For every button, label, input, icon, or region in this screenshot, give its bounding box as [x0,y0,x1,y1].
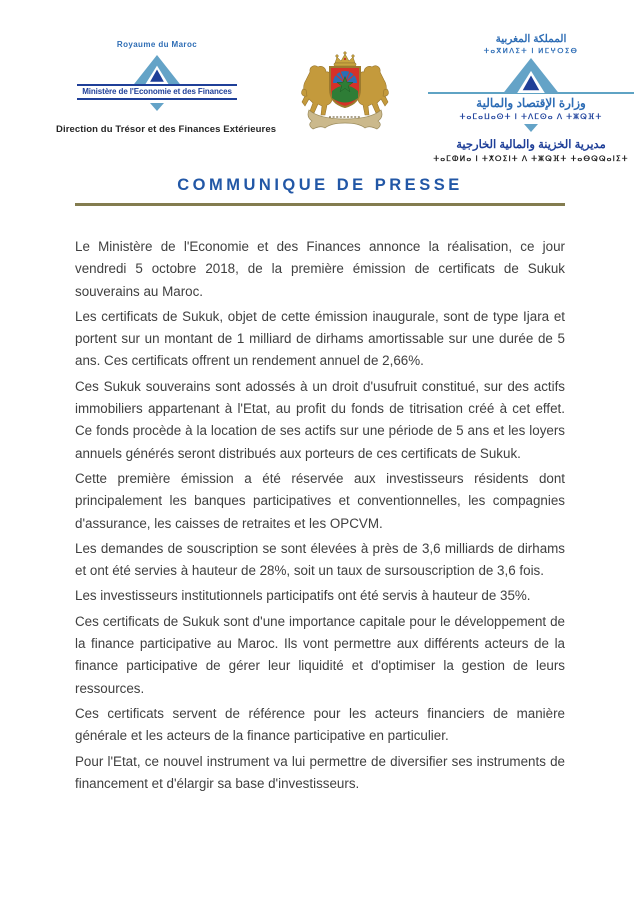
page-title: COMMUNIQUE DE PRESSE [177,176,463,194]
paragraph: Le Ministère de l'Economie et des Finances annonce la réalisation, ce jour vendredi 5 octobre 2018, de la première émission de certificats de Sukuk souverains au Maroc. [75,239,565,299]
paragraph: Ces certificats servent de référence pour les acteurs financiers de manière générale et les acteurs de la finance participative en particulier. [75,705,565,744]
ministry-name-box [77,84,237,100]
kingdom-label-fr: Royaume du Maroc [116,40,198,49]
ministry-logo-arabic [428,33,634,163]
paragraph: Les investisseurs institutionnels participatifs ont été servis à hauteur de 35%. [75,588,531,604]
ministry-triangle-icon [503,58,559,93]
paragraph: Les certificats de Sukuk, objet de cette émission inaugurale, sont de type Ijara et portent sur un montant de 1 milliard de dirhams amortissable sur une durée de 5 ans. Ces certificats offrent un rendement annuel de 2,66%. [75,308,565,369]
paragraph: Ces certificats de Sukuk sont d'une importance capitale pour le développement de la finance participative au Maroc. Ils vont permettre aux différents acteurs de la finance participative de gérer leur liquidité et d'optimiser la gestion de leurs ressources. [75,613,565,696]
paragraph: Cette première émission a été réservée aux investisseurs résidents dont principalement les banques participatives et conventionnelles, les compagnies d'assurance, les caisses de retraites et les OPCVM. [75,470,565,531]
royal-coat-of-arms-icon [299,50,391,142]
down-triangle-icon [150,103,164,111]
paragraph: Ces Sukuk souverains sont adossés à un droit d'usufruit constitué, sur des actifs immobiliers appartenant à l'Etat, au profit du fonds de titrisation créé à cet effet. Ce fonds procède à la location de ses actifs sur une période de 5 ans et les loyers annuels générés seront distribués aux porteurs de ces certificats de Sukuk. [75,378,565,461]
ministry-label-ar: وزارة الإقتصاد والمالية [428,92,634,110]
down-triangle-icon [524,124,538,132]
ministry-triangle-icon [134,55,180,84]
paragraph: Les demandes de souscription se sont élevées à près de 3,6 milliards de dirhams et ont été servies à hauteur de 28%, soit un taux de sursouscription de 3,6 fois. [75,540,565,579]
title-block [75,176,565,206]
direction-label-tifinagh: ⵜⴰⵎⵀⵍⴰ ⵏ ⵜⵅⵔⵉⵏⵜ ⴷ ⵜⵥⵕⴼⵜ ⵜⴰⴱⵕⵕⴰⵏⵉⵜ [433,154,629,163]
kingdom-label-tifinagh: ⵜⴰⴳⵍⴷⵉⵜ ⵏ ⵍⵎⵖⵔⵉⴱ [483,48,579,55]
kingdom-label-ar: المملكة المغربية [495,33,567,45]
paragraph: Pour l'Etat, ce nouvel instrument va lui permettre de diversifier ses instruments de financement et d'élargir sa base d'investisseurs. [75,753,565,791]
ministry-logo-french [56,40,277,135]
direction-label-fr: Direction du Trésor et des Finances Extérieures [56,124,277,135]
document-body [75,236,565,798]
direction-label-ar: مديرية الخزينة والمالية الخارجية [456,139,606,151]
ministry-label-fr: Ministère de l'Economie et des Finances [82,87,232,96]
ministry-label-tifinagh: ⵜⴰⵎⴰⵡⴰⵙⵜ ⵏ ⵜⴷⵎⵙⴰ ⴷ ⵜⵥⵕⴼⵜ [459,112,603,121]
